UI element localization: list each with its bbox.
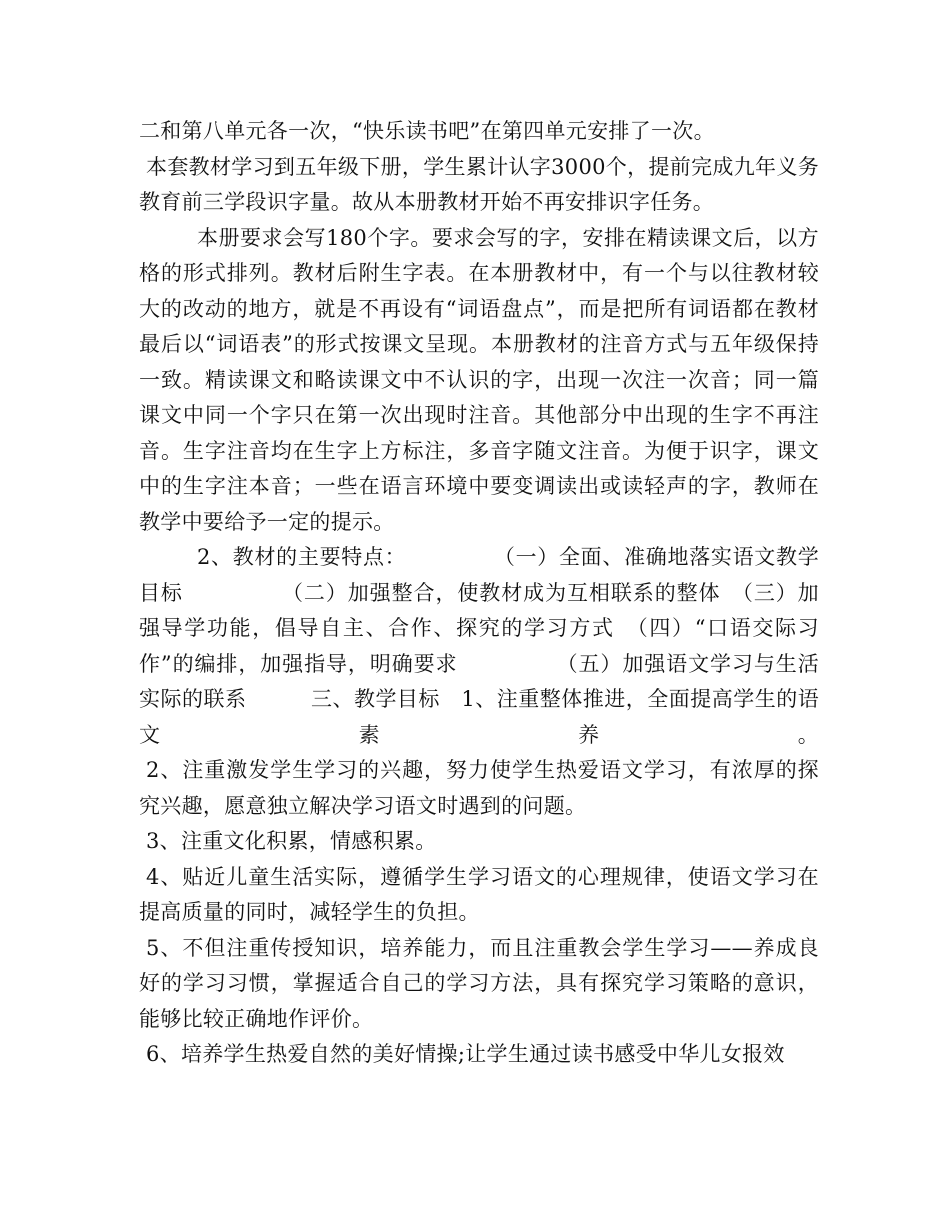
paragraph-writing-requirements: 本册要求会写180个字。要求会写的字，安排在精读课文后，以方格的形式排列。教材后附生字表。在本册教材中，有一个与以往教材较大的改动的地方，就是不再设有“词语盘点”，而是把所有词语都在教材最后以“词语表”的形式按课文呈现。本册教材的注音方式与五年级保持一致。精读课文和略读课文中不认识的字，出现一次注一次音；同一篇课文中同一个字只在第一次出现时注音。其他部分中出现的生字不再注音。生字注音均在生字上方标注，多音字随文注音。为便于识字，课文中的生字注本音；一些在语言环境中要变调读出或读轻声的字，教师在教学中要给予一定的提示。	[139, 225, 819, 534]
paragraph-literacy-count: 本套教材学习到五年级下册，学生累计认字3000个，提前完成九年义务教育前三学段识字量。故从本册教材开始不再安排识字任务。	[139, 154, 819, 214]
paragraph-goal-4: 4、贴近儿童生活实际，遵循学生学习语文的心理规律，使语文学习在提高质量的同时，减轻学生的负担。	[139, 864, 819, 924]
paragraph-goal-2: 2、注重激发学生学习的兴趣，努力使学生热爱语文学习，有浓厚的探究兴趣，愿意独立解决学习语文时遇到的问题。	[139, 758, 819, 818]
paragraph-continuation: 二和第八单元各一次，“快乐读书吧”在第四单元安排了一次。	[139, 119, 715, 143]
paragraph-goal-5: 5、不但注重传授知识，培养能力，而且注重教会学生学习——养成良好的学习习惯，掌握适合自己的学习方法，具有探究学习策略的意识，能够比较正确地作评价。	[139, 935, 819, 1031]
document-body	[139, 114, 819, 1073]
paragraph-goal-3: 3、注重文化积累，情感积累。	[146, 829, 437, 853]
paragraph-goal-6: 6、培养学生热爱自然的美好情操;让学生通过读书感受中华儿女报效	[146, 1042, 785, 1066]
paragraph-textbook-features: 2、教材的主要特点： （一）全面、准确地落实语文教学目标 （二）加强整合，使教材成为互相联系的整体 （三）加强导学功能，倡导自主、合作、探究的学习方式 （四）“口语交际习作”的编排，加强指导，明确要求 （五）加强语文学习与生活实际的联系 三、教学目标 1、注重整体推进，全面提高学生的语文素养。	[139, 545, 819, 747]
